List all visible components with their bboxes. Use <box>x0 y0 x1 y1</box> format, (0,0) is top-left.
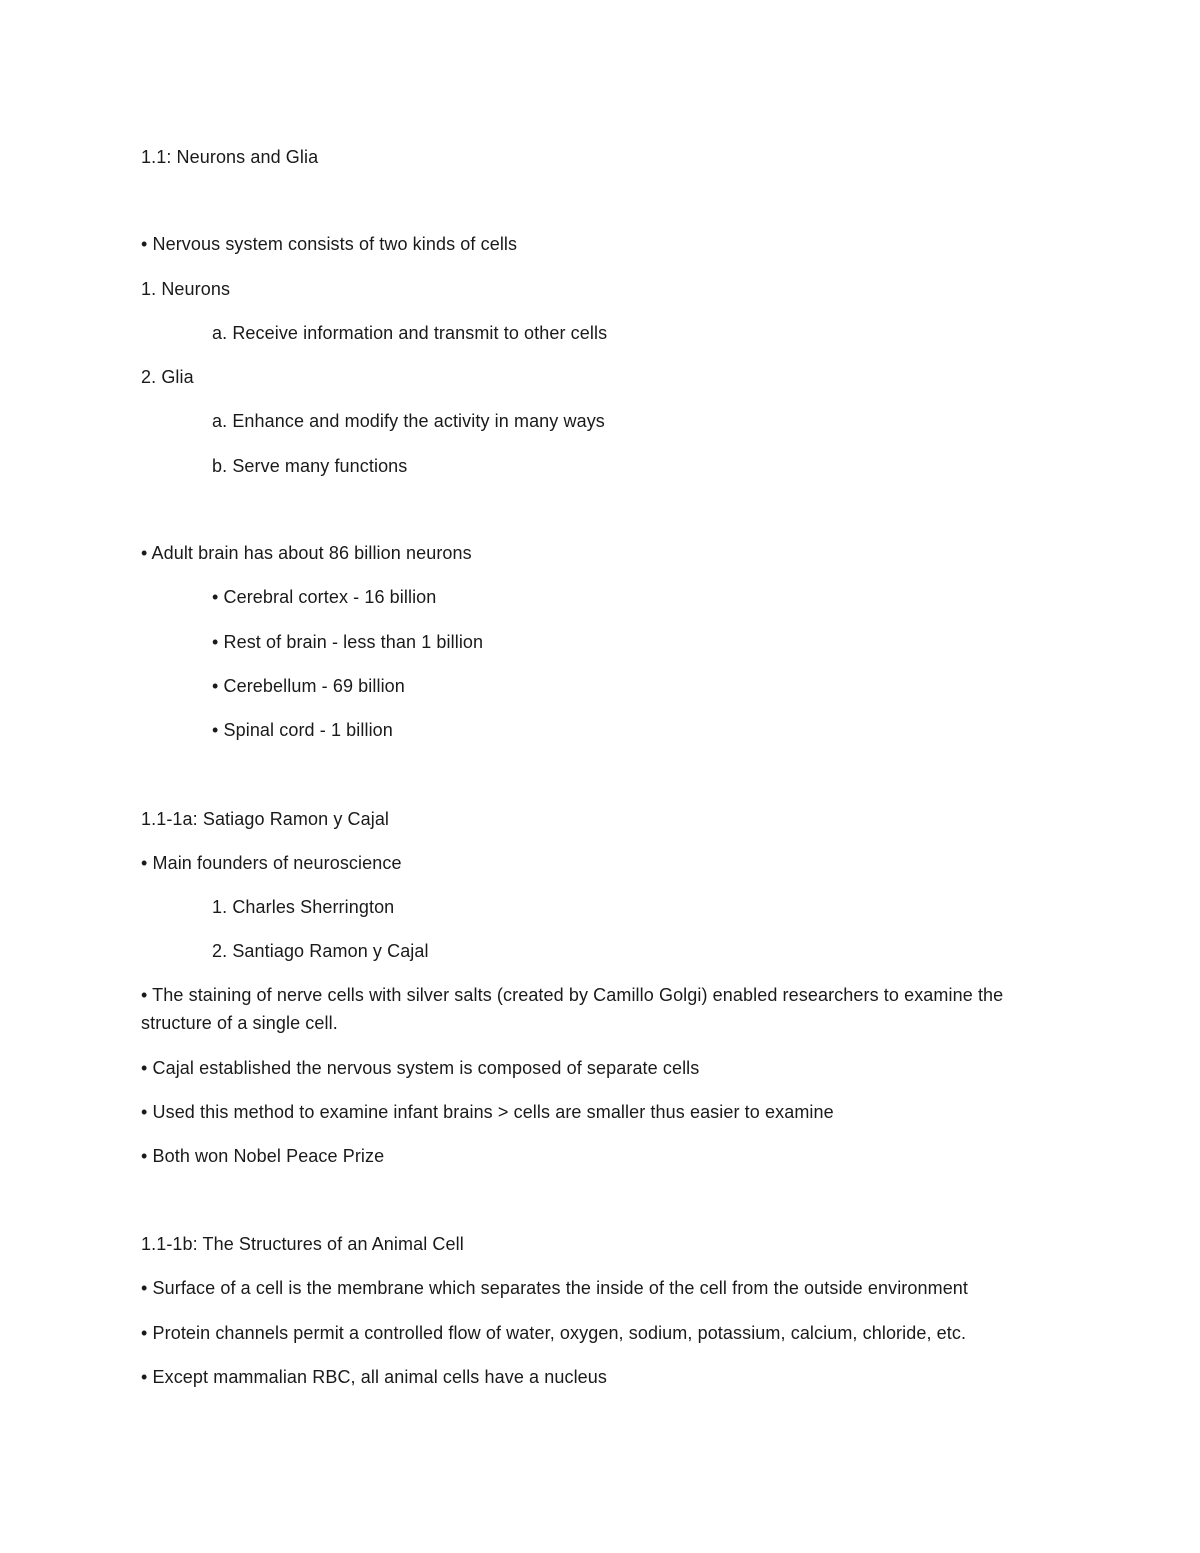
sub-bullet-rest-of-brain: • Rest of brain - less than 1 billion <box>212 632 484 652</box>
bullet-nucleus: • Except mammalian RBC, all animal cells have a nucleus <box>141 1367 607 1387</box>
sub-item-sherrington: 1. Charles Sherrington <box>212 897 395 917</box>
section-heading-animal-cell: 1.1-1b: The Structures of an Animal Cell <box>141 1234 464 1254</box>
sub-bullet-cerebral-cortex: • Cerebral cortex - 16 billion <box>212 587 437 607</box>
section-heading-cajal: 1.1-1a: Satiago Ramon y Cajal <box>141 809 390 829</box>
sub-bullet-spinal-cord: • Spinal cord - 1 billion <box>212 720 393 740</box>
list-item-neurons: 1. Neurons <box>141 279 231 299</box>
sub-item-glia-b: b. Serve many functions <box>212 456 408 476</box>
bullet-infant-brains: • Used this method to examine infant brains > cells are smaller thus easier to examine <box>141 1102 834 1122</box>
bullet-adult-brain: • Adult brain has about 86 billion neurons <box>141 543 472 563</box>
sub-item-glia-a: a. Enhance and modify the activity in many ways <box>212 411 605 431</box>
bullet-two-kinds-of-cells: • Nervous system consists of two kinds of cells <box>141 234 518 254</box>
bullet-main-founders: • Main founders of neuroscience <box>141 853 402 873</box>
bullet-protein-channels: • Protein channels permit a controlled flow of water, oxygen, sodium, potassium, calcium, chloride, etc. <box>141 1323 967 1343</box>
bullet-cell-membrane: • Surface of a cell is the membrane which separates the inside of the cell from the outside environment <box>141 1278 969 1298</box>
section-heading-neurons-glia: 1.1: Neurons and Glia <box>141 147 319 167</box>
bullet-separate-cells: • Cajal established the nervous system is composed of separate cells <box>141 1058 700 1078</box>
bullet-silver-staining: • The staining of nerve cells with silver salts (created by Camillo Golgi) enabled researchers to examine the structure of a single cell. <box>141 985 1004 1033</box>
sub-bullet-cerebellum: • Cerebellum - 69 billion <box>212 676 405 696</box>
bullet-nobel-prize: • Both won Nobel Peace Prize <box>141 1146 385 1166</box>
list-item-glia: 2. Glia <box>141 367 194 387</box>
sub-item-cajal: 2. Santiago Ramon y Cajal <box>212 941 429 961</box>
sub-item-neurons-a: a. Receive information and transmit to other cells <box>212 323 608 343</box>
